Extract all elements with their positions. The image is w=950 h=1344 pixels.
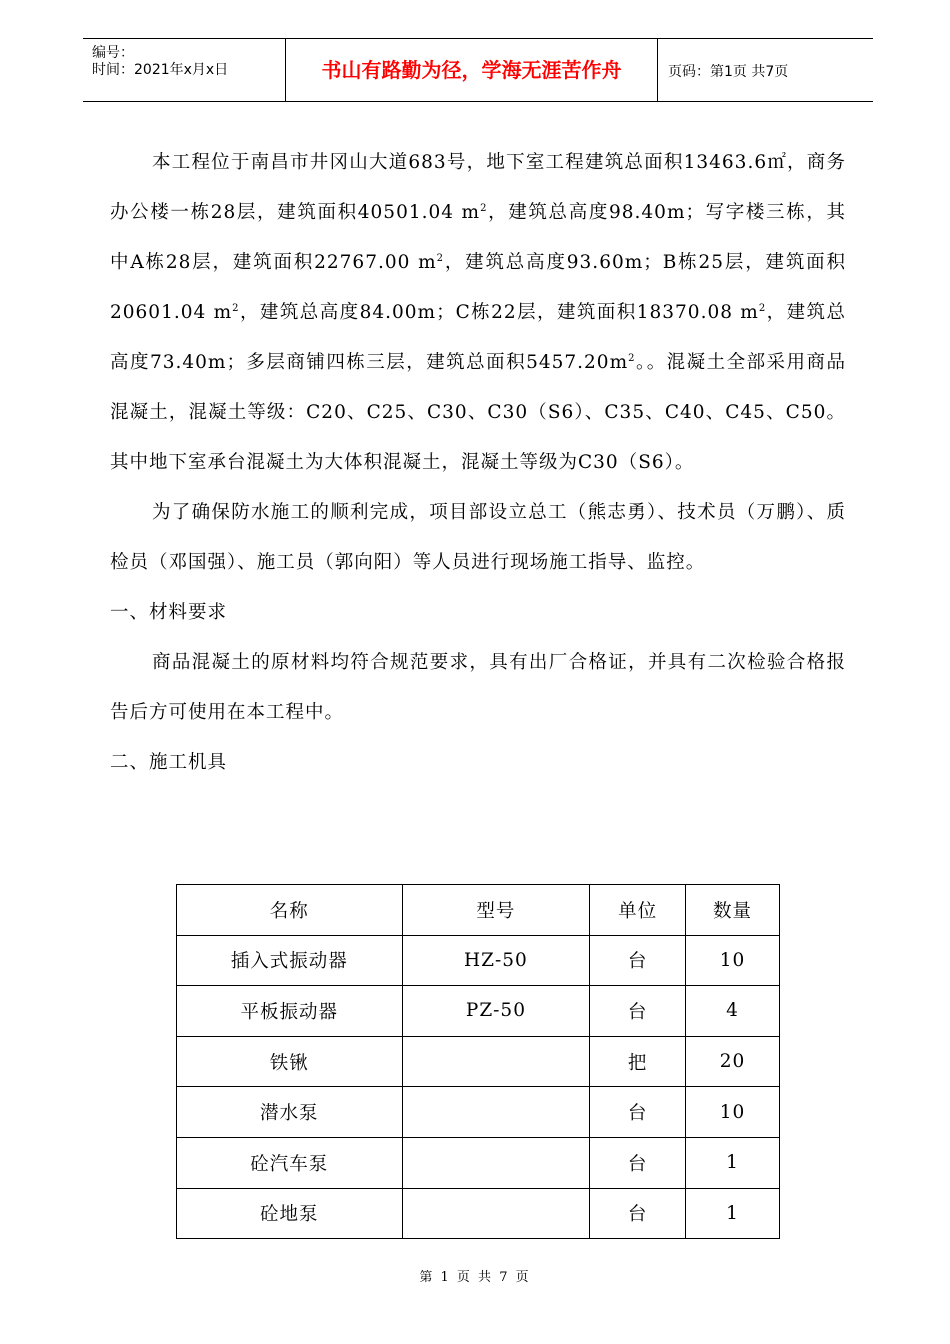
cell-unit: 把	[590, 1036, 686, 1087]
cell-unit: 台	[590, 986, 686, 1037]
cell-model: HZ-50	[402, 935, 590, 986]
section-heading-materials: 一、材料要求	[110, 602, 228, 623]
cell-unit: 台	[590, 935, 686, 986]
page-header	[83, 38, 873, 102]
cell-quantity: 10	[686, 935, 780, 986]
cell-name: 平板振动器	[177, 986, 403, 1037]
table-header-row	[177, 885, 780, 936]
overview-text: 本工程位于南昌市井冈山大道683号，地下室工程建筑总面积13463.6㎡，商务办公楼一栋28层，建筑面积40501.04 m	[110, 152, 846, 223]
table-row	[177, 986, 780, 1037]
document-number-label: 编号：	[92, 45, 134, 61]
table-row	[177, 1036, 780, 1087]
overview-text: 。。混凝土全部采用商品混凝土，混凝土等级：C20、C25、C30、C30（S6）、C35、C40、C45、C50。其中地下室承台混凝土为大体积混凝土，混凝土等级为C30（S6）。	[110, 352, 846, 473]
header-page-info: 页码：第1页 共7页	[668, 64, 789, 80]
project-overview-paragraph	[110, 138, 846, 488]
cell-name: 铁锹	[177, 1036, 403, 1087]
table-row	[177, 1137, 780, 1188]
cell-unit: 台	[590, 1188, 686, 1239]
cell-model: PZ-50	[402, 986, 590, 1037]
table-row	[177, 1087, 780, 1138]
overview-text: ，建筑总高度84.00m；C栋22层，建筑面积18370.08 m	[239, 302, 759, 323]
cell-model	[402, 1188, 590, 1239]
cell-quantity: 1	[686, 1137, 780, 1188]
column-header-model: 型号	[402, 885, 590, 936]
column-header-quantity: 数量	[686, 885, 780, 936]
page-footer: 第 1 页 共 7 页	[419, 1270, 531, 1285]
overview-text: ，建筑总高度73.40m；多层商铺四栋三层，建筑总面积5457.20m	[110, 302, 846, 373]
cell-model	[402, 1137, 590, 1188]
cell-quantity: 4	[686, 986, 780, 1037]
superscript: 2	[480, 202, 488, 214]
cell-quantity: 10	[686, 1087, 780, 1138]
staffing-paragraph: 为了确保防水施工的顺利完成，项目部设立总工（熊志勇）、技术员（万鹏）、质检员（邓国强）、施工员（郭向阳）等人员进行现场施工指导、监控。	[110, 502, 846, 573]
header-motto: 书山有路勤为径，学海无涯苦作舟	[286, 39, 658, 101]
document-body	[110, 138, 846, 788]
document-date: 时间：2021年x月x日	[92, 62, 229, 78]
equipment-table	[176, 884, 780, 1239]
column-header-unit: 单位	[590, 885, 686, 936]
superscript: 2	[628, 352, 636, 364]
cell-name: 砼汽车泵	[177, 1137, 403, 1188]
cell-quantity: 1	[686, 1188, 780, 1239]
cell-unit: 台	[590, 1137, 686, 1188]
cell-unit: 台	[590, 1087, 686, 1138]
superscript: 2	[436, 252, 445, 264]
cell-quantity: 20	[686, 1036, 780, 1087]
superscript: 2	[758, 302, 767, 314]
section-heading-equipment: 二、施工机具	[110, 752, 228, 773]
superscript: 2	[232, 302, 240, 314]
overview-text: ，建筑总高度93.60m；B栋25层，建筑面积20601.04 m	[110, 252, 846, 323]
overview-text: ，建筑总高度98.40m；写字楼三栋，其中A栋28层，建筑面积22767.00 m	[110, 202, 846, 273]
cell-name: 插入式振动器	[177, 935, 403, 986]
materials-paragraph: 商品混凝土的原材料均符合规范要求，具有出厂合格证，并具有二次检验合格报告后方可使用在本工程中。	[110, 652, 846, 723]
table-row	[177, 935, 780, 986]
cell-model	[402, 1036, 590, 1087]
cell-model	[402, 1087, 590, 1138]
header-meta-cell	[83, 39, 286, 101]
cell-name: 潜水泵	[177, 1087, 403, 1138]
column-header-name: 名称	[177, 885, 403, 936]
cell-name: 砼地泵	[177, 1188, 403, 1239]
table-row	[177, 1188, 780, 1239]
